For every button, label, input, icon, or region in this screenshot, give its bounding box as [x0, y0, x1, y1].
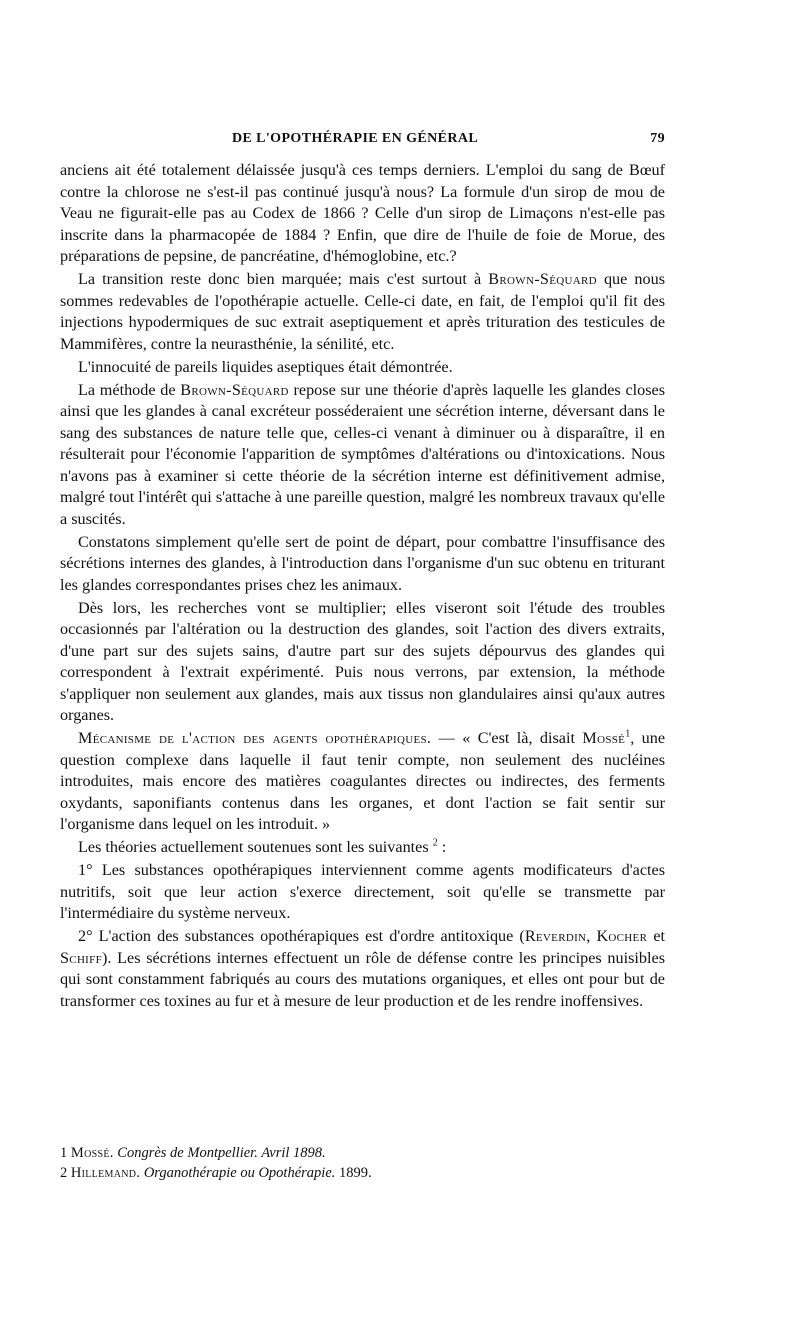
paragraph-text: repose sur une théorie d'après laquelle les glandes closes ainsi que les glandes à canal excréteur posséderaient une sécrétion interne, déversant dans le sang des substances de nature telle que, celles-ci venant à diminuer ou à disparaître, il en résulterait pour l'économie l'apparition de symptômes d'altérations ou d'intoxications. Nous n'avons pas à examiner si cette théorie de la sécrétion interne est définitivement admise, malgré tout l'intérêt qui s'attache à une pareille question, malgré les nombreux travaux qu'elle a suscités.: [60, 380, 666, 528]
separator: et: [647, 927, 666, 945]
footnote-year: 1899.: [335, 1165, 372, 1181]
paragraph-text: , une question complexe dans laquelle il faut tenir compte, non seulement des nucléines introduites, mais encore des matières coagulantes directes ou indirectes, des ferments oxydants, saponifiants contenus dans les organes, et dont l'action se fait sentir sur l'organisme dans lequel on les introduit. »: [60, 729, 666, 833]
paragraph-constatons: [60, 532, 665, 597]
paragraph-text: 1° Les substances opothérapiques interviennent comme agents modificateurs d'actes nutritifs, soit que leur action s'exerce directement, soit qu'elle se transmette par l'intermédiaire du système nerveux.: [60, 861, 665, 922]
paragraph-text: L'innocuité de pareils liquides aseptiques était démontrée.: [78, 357, 453, 376]
paragraph-text: ). Les sécrétions internes effectuent un rôle de défense contre les principes nuisibles qui sont constamment fabriqués au cours des mutations organiques, et elles ont pour but de transformer ces toxines au fur et à mesure de leur production et de les rendre inoffensives.: [60, 948, 665, 1010]
footnote-number: 1: [60, 1145, 68, 1161]
paragraph-text: — « C'est là, disait: [431, 729, 583, 747]
paragraph-text: Dès lors, les recherches vont se multiplier; elles viseront soit l'étude des troubles occasionnés par l'altération ou la destruction des glandes, soit l'action des divers extraits, d'une part sur des sujets sains, d'autre part sur des sujets dépourvus des glandes qui correspondent à l'extrait expérimenté. Puis nous verrons, par extension, la méthode s'appliquer non seulement aux glandes, mais aux tissus non glandulaires ainsi qu'aux autres organes.: [60, 598, 665, 724]
paragraph-text: anciens ait été totalement délaissée jusqu'à ces temps derniers. L'emploi du sang de Bœuf contre la chlorose ne s'est-il pas continué jusqu'à nous? La formule d'un sirop de mou de Veau ne figurait-elle pas au Codex de 1866 ? Celle d'un sirop de Limaçons n'est-elle pas inscrite dans la pharmacopée de 1884 ? Enfin, que dire de l'huile de foie de Morue, des préparations de pepsine, de pancréatine, d'hémoglobine, etc.?: [60, 161, 665, 265]
paragraph-text: Les théories actuellement soutenues sont les suivantes: [78, 838, 433, 856]
footnote-ref: 1: [625, 728, 631, 740]
author-name: Mossé: [582, 729, 626, 747]
footnote-title: Congrès de Montpellier. Avril 1898.: [117, 1145, 326, 1161]
section-heading: Mécanisme de l'action des agents opothérapiques.: [78, 729, 432, 747]
paragraph-mecanisme: [60, 728, 665, 836]
separator: ,: [586, 927, 597, 945]
footnote-author: Hillemand.: [70, 1165, 141, 1181]
footnote-2: [60, 1163, 665, 1183]
paragraph-text: La transition reste donc bien marquée; mais c'est surtout à: [78, 270, 489, 288]
author-name: Schiff: [60, 948, 102, 967]
author-name: Brown-Séquard: [488, 270, 597, 288]
running-title: DE L'OPOTHÉRAPIE EN GÉNÉRAL: [232, 131, 479, 146]
footnotes: [60, 1143, 665, 1183]
paragraph-theory-2: [60, 926, 665, 1012]
page-number: 79: [650, 131, 665, 146]
paragraph-transition: [60, 269, 665, 355]
paragraph-innocuite: [60, 357, 665, 379]
paragraph-text: :: [437, 838, 447, 856]
paragraph-methode: [60, 380, 665, 531]
footnote-ref: 2: [432, 837, 438, 849]
footnote-title: Organothérapie ou Opothérapie.: [143, 1165, 336, 1181]
paragraph-theory-1: [60, 860, 665, 925]
paragraph-text: La méthode de: [78, 380, 181, 399]
author-name: Brown-Séquard: [180, 380, 289, 399]
body-text: [60, 160, 665, 1014]
paragraph-theories: [60, 837, 665, 859]
paragraph-text: Constatons simplement qu'elle sert de point de départ, pour combattre l'insuffisance des sécrétions internes des glandes, à l'introduction dans l'organisme d'un suc obtenu en triturant les glandes correspondantes prises chez les animaux.: [60, 532, 665, 594]
paragraph-text: que nous sommes redevables de l'opothérapie actuelle. Celle-ci date, en fait, de l'emploi qu'il fit des injections hypodermiques de suc extrait aseptiquement et après trituration des testicules de Mammifères, contre la neurasthénie, la sénilité, etc.: [60, 270, 666, 353]
running-head: [60, 131, 665, 151]
paragraph-continuation: [60, 160, 665, 268]
author-name: Kocher: [596, 927, 648, 945]
paragraph-recherches: [60, 598, 665, 727]
author-name: Reverdin: [524, 927, 587, 945]
footnote-author: Mossé.: [70, 1145, 114, 1161]
footnote-number: 2: [60, 1165, 68, 1181]
paragraph-text: 2° L'action des substances opothérapiques est d'ordre antitoxique (: [78, 927, 525, 945]
footnote-1: [60, 1143, 665, 1163]
